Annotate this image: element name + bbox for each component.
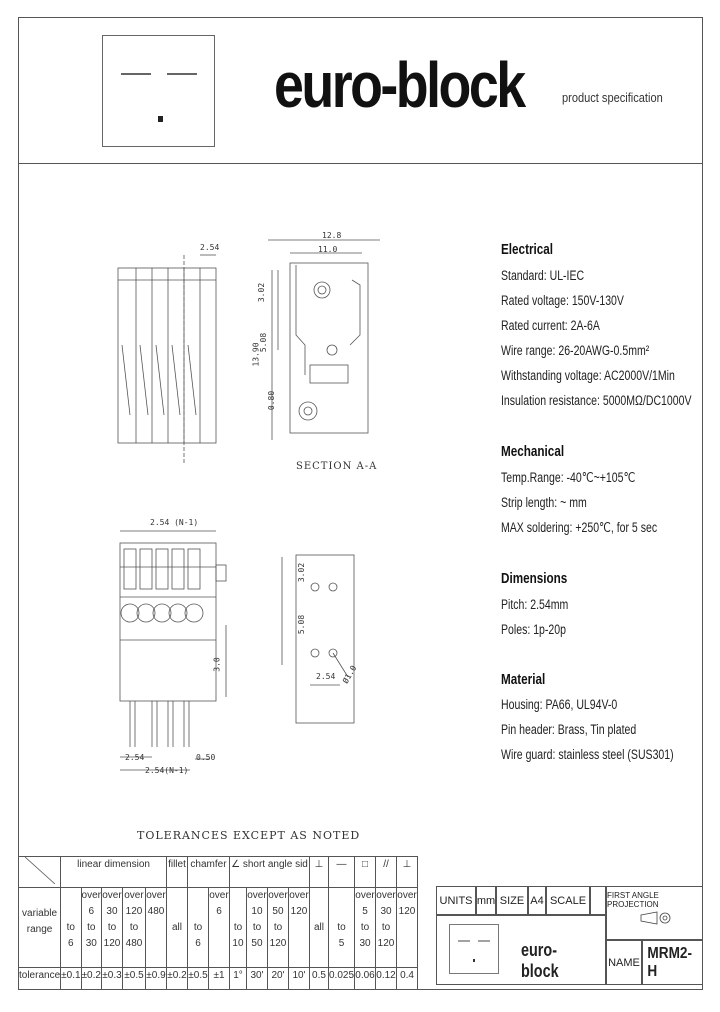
group-chamfer: chamfer	[187, 857, 229, 888]
range-cell: over 30 to 120	[101, 888, 122, 968]
dim-pitch-top: 2.54	[200, 243, 220, 252]
tolerance-title: TOLERANCES EXCEPT AS NOTED	[137, 829, 361, 842]
size-label: SIZE	[496, 886, 528, 915]
corner-cell	[19, 857, 61, 888]
tol-value: 0.06	[355, 968, 376, 990]
electrical-heading: Electrical	[501, 241, 554, 258]
logo-mark	[103, 36, 216, 148]
size-value: A4	[528, 886, 546, 915]
range-cell: to 6	[61, 888, 81, 968]
range-label: variable range	[19, 888, 61, 968]
range-row	[19, 888, 418, 968]
range-cell: all	[309, 888, 328, 968]
range-cell: over 480	[145, 888, 166, 968]
tolerance-table	[18, 856, 418, 990]
title-block-brand: euro-block	[521, 940, 559, 981]
tol-value: 0.025	[328, 968, 354, 990]
spec-line: Rated voltage: 150V-130V	[501, 293, 624, 308]
dim-footprint-diameter: Ø1.0	[340, 663, 359, 686]
units-label: UNITS	[436, 886, 476, 915]
mechanical-heading: Mechanical	[501, 443, 565, 460]
spec-line: Pitch: 2.54mm	[501, 597, 569, 612]
small-logo	[449, 924, 499, 974]
tol-value: 0.5	[309, 968, 328, 990]
tol-value: 0.12	[376, 968, 397, 990]
dim-h4: 0.80	[267, 390, 277, 411]
part-name	[642, 940, 703, 985]
dim-h3: 13.90	[251, 342, 261, 367]
group-fillet: fillet	[166, 857, 187, 888]
tol-value: ±0.2	[81, 968, 101, 990]
dim-front-total: 2.54 (N-1)	[150, 518, 199, 527]
range-cell: all	[166, 888, 187, 968]
range-cell: over 6	[208, 888, 229, 968]
spec-line: MAX soldering: +250℃, for 5 sec	[501, 520, 658, 535]
dimensions-heading: Dimensions	[501, 570, 568, 587]
spec-line: Housing: PA66, UL94V-0	[501, 697, 618, 712]
range-cell: over 120	[397, 888, 418, 968]
tolerance-label: tolerance	[19, 968, 61, 990]
projection-box	[606, 886, 703, 940]
spec-line: Poles: 1p-20p	[501, 622, 566, 637]
tol-value: ±0.5	[187, 968, 208, 990]
dim-footprint-3: 2.54	[316, 672, 336, 681]
tol-value: 10'	[288, 968, 309, 990]
projection-icon	[635, 909, 675, 927]
spec-line: Withstanding voltage: AC2000V/1Min	[501, 368, 675, 383]
projection-label: FIRST ANGLE PROJECTION	[607, 891, 659, 909]
group-linear: linear dimension	[61, 857, 167, 888]
scale-label: SCALE	[546, 886, 590, 915]
dim-width: 12.8	[322, 231, 342, 240]
dim-pin-length: 3.0	[212, 657, 222, 672]
range-cell: to 5	[328, 888, 354, 968]
spec-line: Temp.Range: -40℃~+105℃	[501, 470, 636, 485]
tol-value: 30'	[246, 968, 267, 990]
brand-title: euro-block	[274, 49, 524, 121]
material-heading: Material	[501, 671, 546, 688]
spec-line: Wire guard: stainless steel (SUS301)	[501, 747, 674, 762]
tol-value: ±1	[208, 968, 229, 990]
range-cell: over 10 to 50	[246, 888, 267, 968]
part-name-value: MRM2-H	[647, 944, 692, 980]
document-subtitle: product specification	[562, 90, 663, 105]
logo-box	[102, 35, 215, 147]
range-cell: over 120	[288, 888, 309, 968]
spec-line: Pin header: Brass, Tin plated	[501, 722, 637, 737]
scale-value	[590, 886, 606, 915]
dim-footprint-2: 5.08	[297, 614, 307, 635]
spec-line: Standard: UL-IEC	[501, 268, 585, 283]
units-value: mm	[476, 886, 496, 915]
tol-value: ±0.5	[122, 968, 145, 990]
technical-drawing	[100, 225, 400, 785]
range-cell: over 30 to 120	[376, 888, 397, 968]
dim-footprint-1: 3.02	[297, 562, 307, 583]
range-cell: over 6 to 30	[81, 888, 101, 968]
spec-line: Wire range: 26-20AWG-0.5mm²	[501, 343, 650, 358]
tol-value: ±0.9	[145, 968, 166, 990]
group-angle: ∠ short angle sid	[229, 857, 309, 888]
group-flatness: ⊥	[309, 857, 328, 888]
tol-value: ±0.3	[101, 968, 122, 990]
group-perpendicularity: ⊥	[397, 857, 418, 888]
dim-pin-width: 0.50	[196, 753, 216, 762]
section-label: SECTION A-A	[296, 461, 378, 472]
dim-total-bottom: 2.54(N-1)	[145, 766, 189, 775]
range-cell: over 120 to 480	[122, 888, 145, 968]
dim-h2: 5.08	[259, 332, 269, 353]
tol-value: ±0.1	[61, 968, 81, 990]
range-cell: to 6	[187, 888, 208, 968]
header-divider	[18, 163, 703, 164]
group-squareness: □	[355, 857, 376, 888]
spec-line: Insulation resistance: 5000MΩ/DC1000V	[501, 393, 692, 408]
dim-pitch-bottom: 2.54	[125, 753, 145, 762]
tolerance-row	[19, 968, 418, 990]
tol-value: ±0.2	[166, 968, 187, 990]
dim-h1: 3.02	[257, 282, 267, 303]
range-cell: over 50 to 120	[267, 888, 288, 968]
group-parallelism: //	[376, 857, 397, 888]
dim-inner: 11.0	[318, 245, 338, 254]
spec-line: Rated current: 2A-6A	[501, 318, 600, 333]
brand-cell	[436, 915, 606, 985]
range-cell: over 5 to 30	[355, 888, 376, 968]
range-cell: to 10	[229, 888, 246, 968]
name-label: NAME	[606, 940, 642, 985]
tol-value: 20'	[267, 968, 288, 990]
group-straightness: —	[328, 857, 354, 888]
tol-value: 1°	[229, 968, 246, 990]
spec-line: Strip length: ~ mm	[501, 495, 587, 510]
tol-value: 0.4	[397, 968, 418, 990]
